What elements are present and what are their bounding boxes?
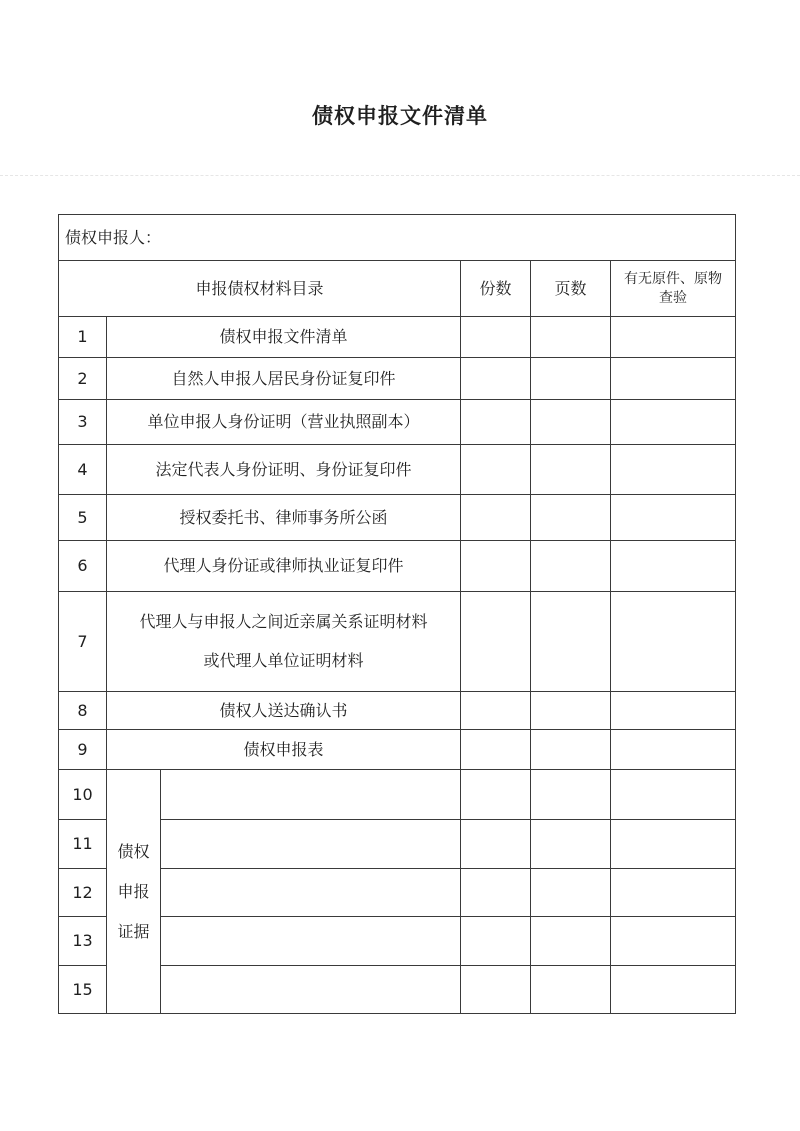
row-item	[107, 592, 461, 692]
table-row	[59, 869, 736, 917]
row-number: 1	[59, 317, 107, 358]
row-item: 单位申报人身份证明（营业执照副本）	[107, 400, 461, 445]
copies-cell[interactable]	[461, 541, 531, 592]
row-item: 债权申报表	[107, 730, 461, 770]
pages-cell[interactable]	[531, 869, 611, 917]
evidence-label-line3: 证据	[117, 921, 150, 941]
pages-cell[interactable]	[531, 730, 611, 770]
row-number: 5	[59, 495, 107, 541]
header-row	[59, 261, 736, 317]
header-verification-line1: 有无原件、原物	[624, 270, 723, 287]
pages-cell[interactable]	[531, 966, 611, 1014]
table-row	[59, 495, 736, 541]
applicant-label: 债权申报人：	[59, 215, 736, 261]
row-number: 13	[59, 917, 107, 966]
evidence-item-cell[interactable]	[161, 966, 461, 1014]
verification-cell[interactable]	[611, 869, 736, 917]
row-number: 8	[59, 692, 107, 730]
copies-cell[interactable]	[461, 592, 531, 692]
copies-cell[interactable]	[461, 317, 531, 358]
row-number: 15	[59, 966, 107, 1014]
row-item: 债权申报文件清单	[107, 317, 461, 358]
table-row	[59, 770, 736, 820]
table-row	[59, 541, 736, 592]
verification-cell[interactable]	[611, 692, 736, 730]
table-row	[59, 358, 736, 400]
pages-cell[interactable]	[531, 541, 611, 592]
row-number: 9	[59, 730, 107, 770]
copies-cell[interactable]	[461, 966, 531, 1014]
divider	[0, 175, 800, 176]
copies-cell[interactable]	[461, 445, 531, 495]
verification-cell[interactable]	[611, 820, 736, 869]
verification-cell[interactable]	[611, 541, 736, 592]
pages-cell[interactable]	[531, 692, 611, 730]
row-number: 7	[59, 592, 107, 692]
pages-cell[interactable]	[531, 495, 611, 541]
row-number: 2	[59, 358, 107, 400]
evidence-item-cell[interactable]	[161, 917, 461, 966]
copies-cell[interactable]	[461, 692, 531, 730]
row-item: 债权人送达确认书	[107, 692, 461, 730]
evidence-group-label	[107, 770, 161, 1014]
header-copies: 份数	[461, 261, 531, 317]
evidence-label-line2: 申报	[117, 881, 150, 901]
header-verification-line2: 查验	[659, 289, 688, 306]
verification-cell[interactable]	[611, 445, 736, 495]
header-materials: 申报债权材料目录	[59, 261, 461, 317]
verification-cell[interactable]	[611, 317, 736, 358]
pages-cell[interactable]	[531, 317, 611, 358]
table-row	[59, 820, 736, 869]
row-number: 12	[59, 869, 107, 917]
copies-cell[interactable]	[461, 820, 531, 869]
verification-cell[interactable]	[611, 770, 736, 820]
pages-cell[interactable]	[531, 358, 611, 400]
table-row	[59, 966, 736, 1014]
verification-cell[interactable]	[611, 358, 736, 400]
page-title: 债权申报文件清单	[312, 104, 488, 128]
row-number: 3	[59, 400, 107, 445]
copies-cell[interactable]	[461, 869, 531, 917]
pages-cell[interactable]	[531, 592, 611, 692]
verification-cell[interactable]	[611, 730, 736, 770]
verification-cell[interactable]	[611, 592, 736, 692]
verification-cell[interactable]	[611, 917, 736, 966]
copies-cell[interactable]	[461, 730, 531, 770]
evidence-item-cell[interactable]	[161, 869, 461, 917]
table-row	[59, 917, 736, 966]
row-item: 授权委托书、律师事务所公函	[107, 495, 461, 541]
table-row	[59, 692, 736, 730]
evidence-item-cell[interactable]	[161, 770, 461, 820]
copies-cell[interactable]	[461, 770, 531, 820]
copies-cell[interactable]	[461, 358, 531, 400]
pages-cell[interactable]	[531, 400, 611, 445]
applicant-row	[59, 215, 736, 261]
table-row	[59, 400, 736, 445]
pages-cell[interactable]	[531, 445, 611, 495]
table-row	[59, 317, 736, 358]
table-row	[59, 730, 736, 770]
pages-cell[interactable]	[531, 770, 611, 820]
copies-cell[interactable]	[461, 400, 531, 445]
evidence-item-cell[interactable]	[161, 820, 461, 869]
verification-cell[interactable]	[611, 495, 736, 541]
header-verification	[611, 261, 736, 317]
pages-cell[interactable]	[531, 820, 611, 869]
row-number: 10	[59, 770, 107, 820]
row-item: 法定代表人身份证明、身份证复印件	[107, 445, 461, 495]
claim-documents-table	[58, 214, 736, 1014]
row-number: 6	[59, 541, 107, 592]
row-item: 自然人申报人居民身份证复印件	[107, 358, 461, 400]
row-item: 代理人身份证或律师执业证复印件	[107, 541, 461, 592]
pages-cell[interactable]	[531, 917, 611, 966]
table-row	[59, 445, 736, 495]
table-row	[59, 592, 736, 692]
row-number: 4	[59, 445, 107, 495]
copies-cell[interactable]	[461, 917, 531, 966]
verification-cell[interactable]	[611, 966, 736, 1014]
verification-cell[interactable]	[611, 400, 736, 445]
row-item-line2: 或代理人单位证明材料	[203, 650, 364, 670]
copies-cell[interactable]	[461, 495, 531, 541]
row-item-line1: 代理人与申报人之间近亲属关系证明材料	[139, 612, 428, 632]
header-pages: 页数	[531, 261, 611, 317]
row-number: 11	[59, 820, 107, 869]
evidence-label-line1: 债权	[117, 841, 150, 861]
